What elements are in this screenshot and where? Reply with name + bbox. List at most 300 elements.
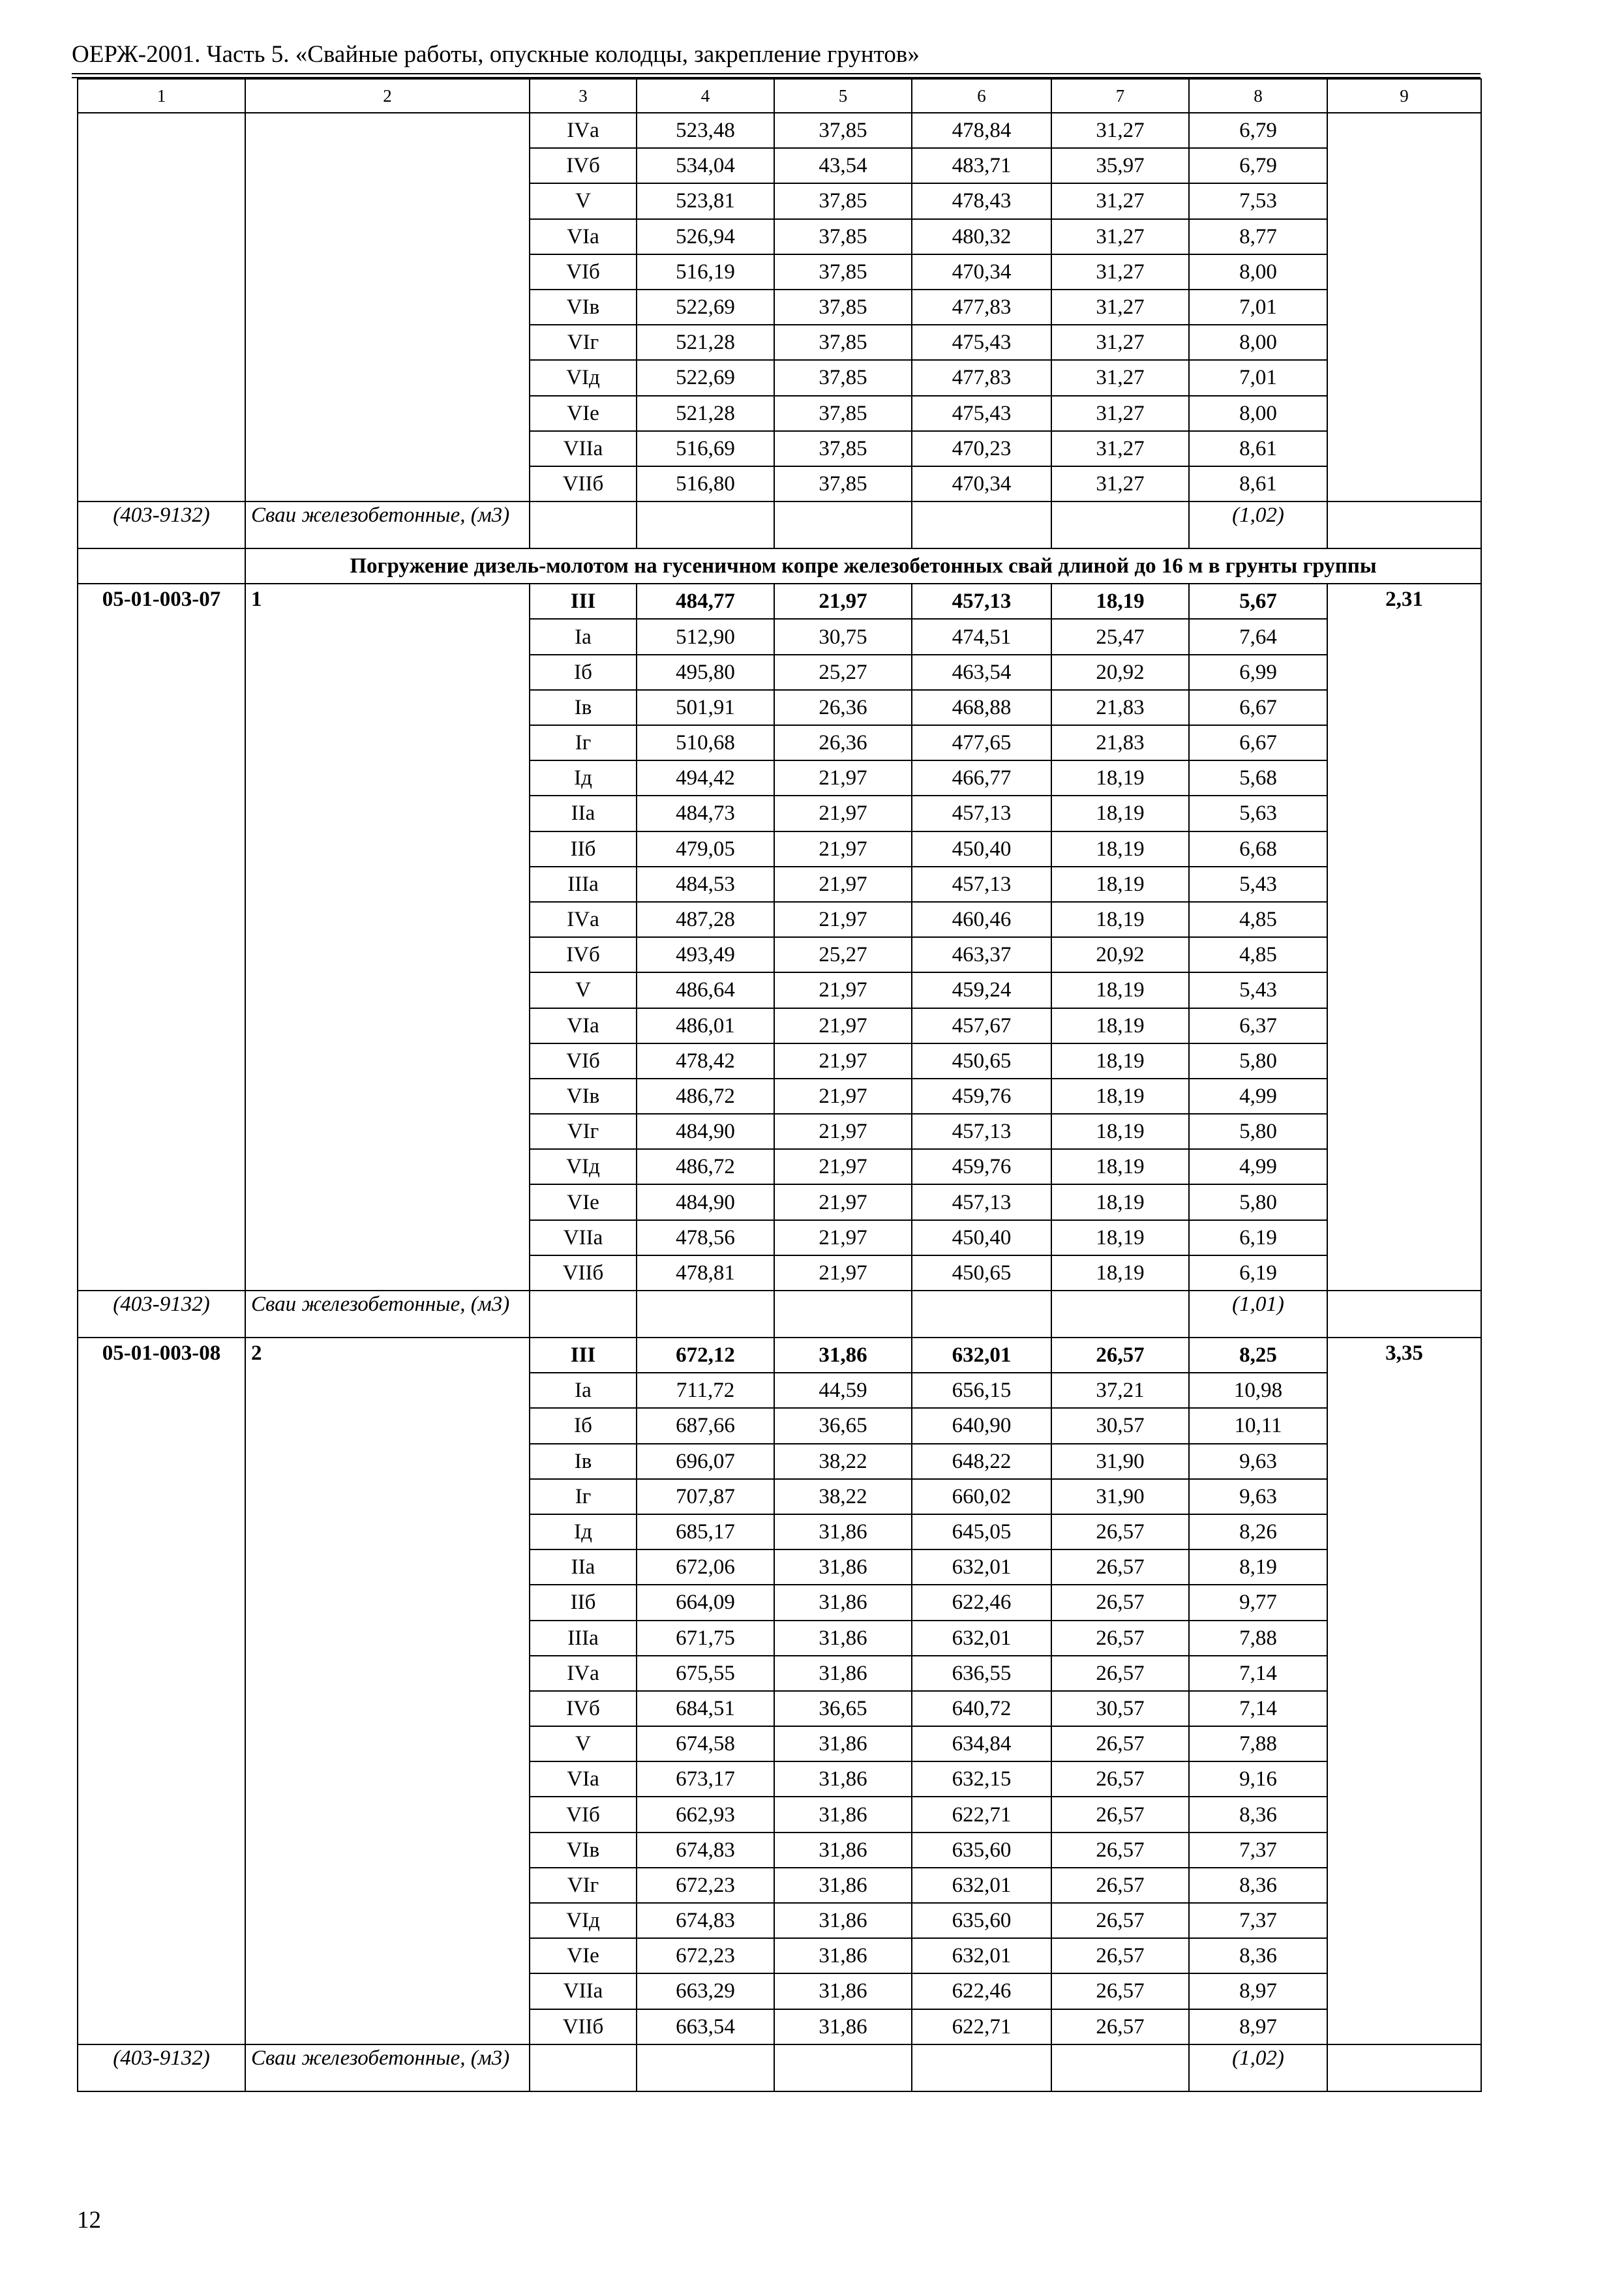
value-cell: 674,58 xyxy=(637,1726,774,1761)
soil-group-cell: IIIа xyxy=(530,1621,637,1656)
resource-row xyxy=(78,2044,1481,2091)
value-cell: 486,72 xyxy=(637,1149,774,1184)
soil-group-cell: VIа xyxy=(530,1761,637,1797)
value-cell: 21,97 xyxy=(774,1255,912,1291)
value-cell: 37,85 xyxy=(774,431,912,466)
value-cell: 26,36 xyxy=(774,725,912,760)
value-cell: 475,43 xyxy=(912,325,1051,360)
value-cell: 8,97 xyxy=(1189,2009,1327,2044)
value-cell: 36,65 xyxy=(774,1408,912,1443)
value-cell: 673,17 xyxy=(637,1761,774,1797)
empty-cell xyxy=(774,1291,912,1338)
value-cell: 31,86 xyxy=(774,1797,912,1832)
value-cell: 526,94 xyxy=(637,219,774,254)
value-cell: 5,80 xyxy=(1189,1114,1327,1149)
value-cell: 18,19 xyxy=(1051,760,1189,796)
value-cell: 640,90 xyxy=(912,1408,1051,1443)
empty-cell xyxy=(1327,501,1481,548)
value-cell: 6,79 xyxy=(1189,148,1327,183)
soil-group-cell: IIб xyxy=(530,831,637,867)
value-cell: 8,36 xyxy=(1189,1797,1327,1832)
value-cell: 31,86 xyxy=(774,1973,912,2009)
value-cell: 18,19 xyxy=(1051,796,1189,831)
rate-code-cell: 05-01-003-08 xyxy=(78,1338,245,2044)
value-cell: 484,90 xyxy=(637,1114,774,1149)
value-cell: 516,80 xyxy=(637,466,774,501)
empty-cell xyxy=(637,2044,774,2091)
value-cell: 672,23 xyxy=(637,1938,774,1973)
value-cell: 493,49 xyxy=(637,937,774,972)
value-cell: 635,60 xyxy=(912,1903,1051,1938)
value-cell: 31,86 xyxy=(774,1585,912,1620)
value-cell: 672,12 xyxy=(637,1338,774,1373)
soil-group-cell: VIIа xyxy=(530,1220,637,1255)
value-cell: 636,55 xyxy=(912,1656,1051,1691)
empty-cell xyxy=(530,1291,637,1338)
value-cell: 31,27 xyxy=(1051,183,1189,218)
value-cell: 450,40 xyxy=(912,831,1051,867)
value-cell: 37,85 xyxy=(774,219,912,254)
value-cell: 450,40 xyxy=(912,1220,1051,1255)
value-cell: 7,14 xyxy=(1189,1656,1327,1691)
value-cell: 6,37 xyxy=(1189,1008,1327,1043)
value-cell: 477,83 xyxy=(912,290,1051,325)
value-cell: 478,84 xyxy=(912,113,1051,148)
soil-group-cell: VIд xyxy=(530,360,637,395)
value-cell: 466,77 xyxy=(912,760,1051,796)
resource-code: (403-9132) xyxy=(78,501,245,548)
value-cell: 31,86 xyxy=(774,1656,912,1691)
value-cell: 26,57 xyxy=(1051,1585,1189,1620)
value-cell: 632,15 xyxy=(912,1761,1051,1797)
value-cell: 37,85 xyxy=(774,466,912,501)
value-cell: 37,85 xyxy=(774,396,912,431)
value-cell: 674,83 xyxy=(637,1903,774,1938)
resource-code: (403-9132) xyxy=(78,1291,245,1338)
column-number: 1 xyxy=(78,79,245,113)
soil-group-cell: V xyxy=(530,183,637,218)
value-cell: 459,76 xyxy=(912,1079,1051,1114)
value-cell: 632,01 xyxy=(912,1338,1051,1373)
column-number: 8 xyxy=(1189,79,1327,113)
value-cell: 30,57 xyxy=(1051,1408,1189,1443)
value-cell: 8,97 xyxy=(1189,1973,1327,2009)
value-cell: 21,97 xyxy=(774,1149,912,1184)
value-cell: 8,26 xyxy=(1189,1514,1327,1549)
soil-group-cell: IVа xyxy=(530,113,637,148)
soil-group-cell: VIв xyxy=(530,290,637,325)
value-cell: 4,99 xyxy=(1189,1149,1327,1184)
value-cell: 18,19 xyxy=(1051,1255,1189,1291)
empty-cell xyxy=(1327,1291,1481,1338)
empty-cell xyxy=(1051,1291,1189,1338)
value-cell: 648,22 xyxy=(912,1444,1051,1479)
norm-cell: 2,31 xyxy=(1327,584,1481,1291)
value-cell: 521,28 xyxy=(637,396,774,431)
soil-group-cell: VIIб xyxy=(530,2009,637,2044)
soil-group-cell: Iа xyxy=(530,619,637,654)
value-cell: 26,57 xyxy=(1051,1549,1189,1585)
value-cell: 10,98 xyxy=(1189,1373,1327,1408)
value-cell: 501,91 xyxy=(637,690,774,725)
value-cell: 4,99 xyxy=(1189,1079,1327,1114)
rate-name-cell: 2 xyxy=(245,1338,530,2044)
value-cell: 21,97 xyxy=(774,760,912,796)
value-cell: 30,75 xyxy=(774,619,912,654)
value-cell: 26,57 xyxy=(1051,1514,1189,1549)
value-cell: 31,90 xyxy=(1051,1479,1189,1514)
value-cell: 5,43 xyxy=(1189,867,1327,902)
soil-group-cell: VIIа xyxy=(530,1973,637,2009)
soil-group-cell: VIг xyxy=(530,1868,637,1903)
empty-cell xyxy=(1051,501,1189,548)
resource-value: (1,02) xyxy=(1189,501,1327,548)
value-cell: 21,97 xyxy=(774,867,912,902)
value-cell: 21,97 xyxy=(774,1043,912,1079)
value-cell: 622,71 xyxy=(912,2009,1051,2044)
value-cell: 634,84 xyxy=(912,1726,1051,1761)
value-cell: 37,85 xyxy=(774,254,912,290)
value-cell: 478,42 xyxy=(637,1043,774,1079)
value-cell: 459,24 xyxy=(912,972,1051,1008)
value-cell: 671,75 xyxy=(637,1621,774,1656)
value-cell: 663,29 xyxy=(637,1973,774,2009)
value-cell: 635,60 xyxy=(912,1833,1051,1868)
soil-group-cell: VIIб xyxy=(530,466,637,501)
empty-cell xyxy=(78,548,245,584)
value-cell: 468,88 xyxy=(912,690,1051,725)
value-cell: 4,85 xyxy=(1189,902,1327,937)
value-cell: 26,57 xyxy=(1051,1868,1189,1903)
soil-group-cell: Iв xyxy=(530,690,637,725)
empty-cell xyxy=(637,1291,774,1338)
value-cell: 477,65 xyxy=(912,725,1051,760)
value-cell: 457,67 xyxy=(912,1008,1051,1043)
value-cell: 534,04 xyxy=(637,148,774,183)
soil-group-cell: IIа xyxy=(530,796,637,831)
value-cell: 5,67 xyxy=(1189,584,1327,619)
value-cell: 7,01 xyxy=(1189,360,1327,395)
value-cell: 479,05 xyxy=(637,831,774,867)
value-cell: 640,72 xyxy=(912,1691,1051,1726)
value-cell: 487,28 xyxy=(637,902,774,937)
value-cell: 6,67 xyxy=(1189,690,1327,725)
value-cell: 516,69 xyxy=(637,431,774,466)
value-cell: 31,27 xyxy=(1051,431,1189,466)
column-number: 7 xyxy=(1051,79,1189,113)
soil-group-cell: VIб xyxy=(530,1043,637,1079)
value-cell: 20,92 xyxy=(1051,937,1189,972)
value-cell: 457,13 xyxy=(912,584,1051,619)
resource-name: Сваи железобетонные, (м3) xyxy=(245,1291,530,1338)
value-cell: 18,19 xyxy=(1051,1079,1189,1114)
value-cell: 21,97 xyxy=(774,796,912,831)
value-cell: 9,63 xyxy=(1189,1479,1327,1514)
value-cell: 7,53 xyxy=(1189,183,1327,218)
soil-group-cell: VIв xyxy=(530,1079,637,1114)
value-cell: 21,97 xyxy=(774,1079,912,1114)
value-cell: 7,14 xyxy=(1189,1691,1327,1726)
resource-code: (403-9132) xyxy=(78,2044,245,2091)
value-cell: 8,77 xyxy=(1189,219,1327,254)
soil-group-cell: IVа xyxy=(530,902,637,937)
soil-group-cell: IVа xyxy=(530,1656,637,1691)
value-cell: 31,27 xyxy=(1051,219,1189,254)
value-cell: 687,66 xyxy=(637,1408,774,1443)
value-cell: 632,01 xyxy=(912,1868,1051,1903)
value-cell: 5,80 xyxy=(1189,1184,1327,1219)
value-cell: 31,86 xyxy=(774,1761,912,1797)
value-cell: 486,72 xyxy=(637,1079,774,1114)
rate-name-cell: 1 xyxy=(245,584,530,1291)
value-cell: 4,85 xyxy=(1189,937,1327,972)
soil-group-cell: Iб xyxy=(530,655,637,690)
value-cell: 707,87 xyxy=(637,1479,774,1514)
value-cell: 31,86 xyxy=(774,1833,912,1868)
empty-cell xyxy=(1327,2044,1481,2091)
value-cell: 516,19 xyxy=(637,254,774,290)
empty-cell xyxy=(530,2044,637,2091)
resource-row xyxy=(78,501,1481,548)
table-row xyxy=(78,584,1481,619)
value-cell: 31,86 xyxy=(774,1338,912,1373)
value-cell: 484,90 xyxy=(637,1184,774,1219)
value-cell: 18,19 xyxy=(1051,972,1189,1008)
soil-group-cell: Iг xyxy=(530,1479,637,1514)
value-cell: 632,01 xyxy=(912,1621,1051,1656)
column-number-row xyxy=(78,79,1481,113)
value-cell: 622,71 xyxy=(912,1797,1051,1832)
value-cell: 8,00 xyxy=(1189,325,1327,360)
value-cell: 494,42 xyxy=(637,760,774,796)
value-cell: 6,68 xyxy=(1189,831,1327,867)
value-cell: 18,19 xyxy=(1051,1149,1189,1184)
value-cell: 478,43 xyxy=(912,183,1051,218)
section-title: Погружение дизель-молотом на гусеничном копре железобетонных свай длиной до 16 м в грунты группы xyxy=(245,548,1481,584)
empty-cell xyxy=(637,501,774,548)
value-cell: 685,17 xyxy=(637,1514,774,1549)
soil-group-cell: IIб xyxy=(530,1585,637,1620)
value-cell: 30,57 xyxy=(1051,1691,1189,1726)
value-cell: 37,85 xyxy=(774,360,912,395)
rates-table xyxy=(77,78,1482,2092)
value-cell: 18,19 xyxy=(1051,867,1189,902)
value-cell: 18,19 xyxy=(1051,1114,1189,1149)
value-cell: 5,63 xyxy=(1189,796,1327,831)
value-cell: 484,73 xyxy=(637,796,774,831)
column-number: 9 xyxy=(1327,79,1481,113)
soil-group-cell: IVб xyxy=(530,1691,637,1726)
value-cell: 37,85 xyxy=(774,183,912,218)
value-cell: 463,54 xyxy=(912,655,1051,690)
value-cell: 37,85 xyxy=(774,290,912,325)
soil-group-cell: Iд xyxy=(530,760,637,796)
value-cell: 7,01 xyxy=(1189,290,1327,325)
norm-cell: 3,35 xyxy=(1327,1338,1481,2044)
value-cell: 21,97 xyxy=(774,1008,912,1043)
column-number: 6 xyxy=(912,79,1051,113)
value-cell: 470,23 xyxy=(912,431,1051,466)
value-cell: 18,19 xyxy=(1051,1220,1189,1255)
resource-name: Сваи железобетонные, (м3) xyxy=(245,2044,530,2091)
soil-group-cell: Iб xyxy=(530,1408,637,1443)
value-cell: 6,79 xyxy=(1189,113,1327,148)
column-number: 3 xyxy=(530,79,637,113)
value-cell: 26,57 xyxy=(1051,1726,1189,1761)
soil-group-cell: III xyxy=(530,1338,637,1373)
value-cell: 31,27 xyxy=(1051,113,1189,148)
resource-value: (1,01) xyxy=(1189,1291,1327,1338)
soil-group-cell: V xyxy=(530,972,637,1008)
value-cell: 35,97 xyxy=(1051,148,1189,183)
soil-group-cell: VIг xyxy=(530,1114,637,1149)
column-number: 5 xyxy=(774,79,912,113)
value-cell: 675,55 xyxy=(637,1656,774,1691)
value-cell: 6,19 xyxy=(1189,1255,1327,1291)
soil-group-cell: IVб xyxy=(530,937,637,972)
soil-group-cell: V xyxy=(530,1726,637,1761)
value-cell: 31,27 xyxy=(1051,396,1189,431)
value-cell: 21,97 xyxy=(774,972,912,1008)
value-cell: 483,71 xyxy=(912,148,1051,183)
value-cell: 672,06 xyxy=(637,1549,774,1585)
soil-group-cell: VIб xyxy=(530,1797,637,1832)
soil-group-cell: VIе xyxy=(530,1184,637,1219)
value-cell: 8,36 xyxy=(1189,1938,1327,1973)
value-cell: 486,64 xyxy=(637,972,774,1008)
value-cell: 7,37 xyxy=(1189,1903,1327,1938)
value-cell: 8,61 xyxy=(1189,466,1327,501)
value-cell: 6,67 xyxy=(1189,725,1327,760)
value-cell: 9,16 xyxy=(1189,1761,1327,1797)
empty-cell xyxy=(1051,2044,1189,2091)
value-cell: 7,88 xyxy=(1189,1726,1327,1761)
value-cell: 38,22 xyxy=(774,1479,912,1514)
empty-cell xyxy=(912,2044,1051,2091)
value-cell: 7,37 xyxy=(1189,1833,1327,1868)
value-cell: 459,76 xyxy=(912,1149,1051,1184)
value-cell: 31,86 xyxy=(774,1726,912,1761)
value-cell: 484,77 xyxy=(637,584,774,619)
value-cell: 674,83 xyxy=(637,1833,774,1868)
value-cell: 21,83 xyxy=(1051,690,1189,725)
value-cell: 26,57 xyxy=(1051,1833,1189,1868)
value-cell: 31,27 xyxy=(1051,466,1189,501)
value-cell: 18,19 xyxy=(1051,1043,1189,1079)
value-cell: 44,59 xyxy=(774,1373,912,1408)
value-cell: 18,19 xyxy=(1051,584,1189,619)
value-cell: 684,51 xyxy=(637,1691,774,1726)
value-cell: 26,57 xyxy=(1051,2009,1189,2044)
value-cell: 711,72 xyxy=(637,1373,774,1408)
value-cell: 7,88 xyxy=(1189,1621,1327,1656)
value-cell: 31,86 xyxy=(774,1903,912,1938)
value-cell: 31,27 xyxy=(1051,360,1189,395)
value-cell: 31,86 xyxy=(774,1514,912,1549)
rate-code-cell: 05-01-003-07 xyxy=(78,584,245,1291)
value-cell: 9,77 xyxy=(1189,1585,1327,1620)
value-cell: 480,32 xyxy=(912,219,1051,254)
value-cell: 26,57 xyxy=(1051,1938,1189,1973)
value-cell: 26,57 xyxy=(1051,1973,1189,2009)
empty-cell xyxy=(774,501,912,548)
value-cell: 31,86 xyxy=(774,1938,912,1973)
value-cell: 31,86 xyxy=(774,2009,912,2044)
table-row xyxy=(78,1338,1481,1373)
resource-name: Сваи железобетонные, (м3) xyxy=(245,501,530,548)
empty-cell xyxy=(530,501,637,548)
value-cell: 5,80 xyxy=(1189,1043,1327,1079)
column-number: 4 xyxy=(637,79,774,113)
value-cell: 662,93 xyxy=(637,1797,774,1832)
value-cell: 478,56 xyxy=(637,1220,774,1255)
value-cell: 25,27 xyxy=(774,937,912,972)
value-cell: 521,28 xyxy=(637,325,774,360)
value-cell: 470,34 xyxy=(912,254,1051,290)
rate-code-cell xyxy=(78,113,245,501)
value-cell: 8,19 xyxy=(1189,1549,1327,1585)
value-cell: 21,97 xyxy=(774,831,912,867)
value-cell: 21,83 xyxy=(1051,725,1189,760)
value-cell: 5,68 xyxy=(1189,760,1327,796)
soil-group-cell: VIд xyxy=(530,1903,637,1938)
value-cell: 18,19 xyxy=(1051,831,1189,867)
value-cell: 495,80 xyxy=(637,655,774,690)
value-cell: 21,97 xyxy=(774,1184,912,1219)
value-cell: 31,86 xyxy=(774,1868,912,1903)
value-cell: 663,54 xyxy=(637,2009,774,2044)
value-cell: 450,65 xyxy=(912,1255,1051,1291)
value-cell: 510,68 xyxy=(637,725,774,760)
value-cell: 25,27 xyxy=(774,655,912,690)
soil-group-cell: IVб xyxy=(530,148,637,183)
value-cell: 457,13 xyxy=(912,796,1051,831)
value-cell: 10,11 xyxy=(1189,1408,1327,1443)
value-cell: 43,54 xyxy=(774,148,912,183)
rate-name-cell xyxy=(245,113,530,501)
value-cell: 37,85 xyxy=(774,113,912,148)
value-cell: 5,43 xyxy=(1189,972,1327,1008)
soil-group-cell: Iг xyxy=(530,725,637,760)
soil-group-cell: VIд xyxy=(530,1149,637,1184)
value-cell: 622,46 xyxy=(912,1973,1051,2009)
document-header: ОЕРЖ-2001. Часть 5. «Свайные работы, опускные колодцы, закрепление грунтов» xyxy=(72,41,920,68)
value-cell: 450,65 xyxy=(912,1043,1051,1079)
value-cell: 21,97 xyxy=(774,1220,912,1255)
header-rule xyxy=(72,73,1481,74)
value-cell: 632,01 xyxy=(912,1938,1051,1973)
norm-cell xyxy=(1327,113,1481,501)
soil-group-cell: Iв xyxy=(530,1444,637,1479)
empty-cell xyxy=(774,2044,912,2091)
soil-group-cell: VIе xyxy=(530,396,637,431)
value-cell: 6,19 xyxy=(1189,1220,1327,1255)
page-number: 12 xyxy=(77,2207,101,2234)
value-cell: 31,90 xyxy=(1051,1444,1189,1479)
value-cell: 37,85 xyxy=(774,325,912,360)
value-cell: 457,13 xyxy=(912,867,1051,902)
value-cell: 26,36 xyxy=(774,690,912,725)
value-cell: 26,57 xyxy=(1051,1621,1189,1656)
value-cell: 18,19 xyxy=(1051,1008,1189,1043)
value-cell: 21,97 xyxy=(774,902,912,937)
value-cell: 522,69 xyxy=(637,360,774,395)
value-cell: 8,25 xyxy=(1189,1338,1327,1373)
value-cell: 486,01 xyxy=(637,1008,774,1043)
value-cell: 645,05 xyxy=(912,1514,1051,1549)
value-cell: 31,86 xyxy=(774,1621,912,1656)
value-cell: 6,99 xyxy=(1189,655,1327,690)
